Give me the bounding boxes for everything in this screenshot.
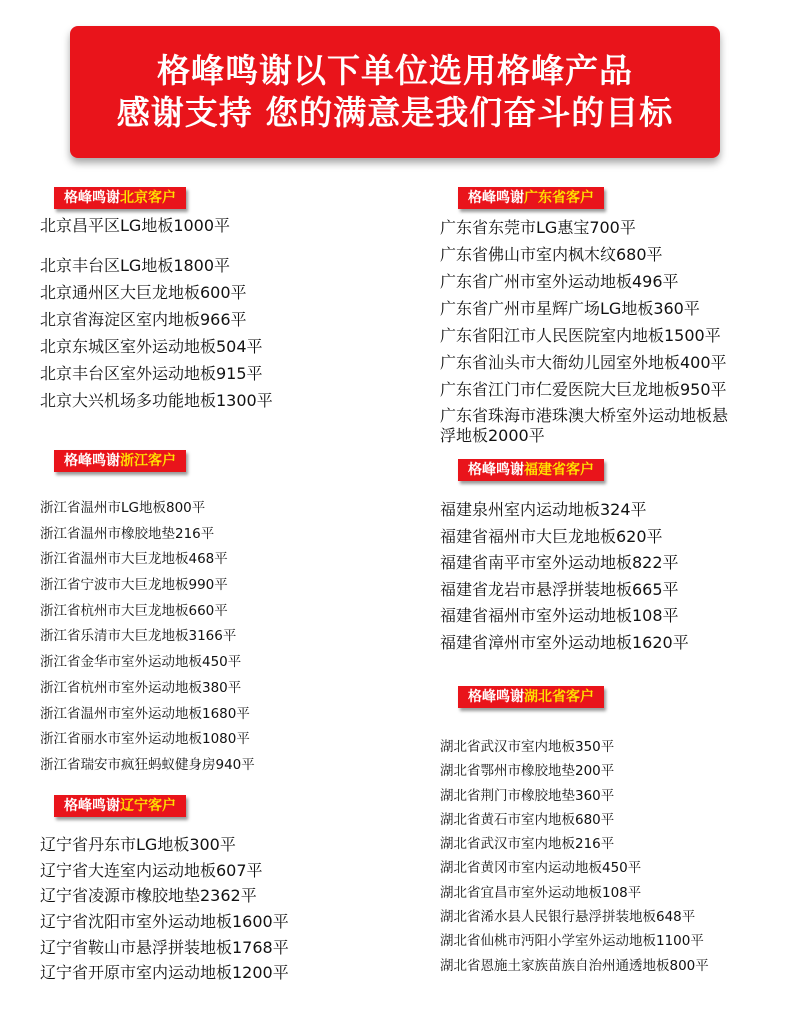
list-item: 浙江省瑞安市疯狂蚂蚁健身房940平 xyxy=(40,756,255,773)
list-item: 浙江省宁波市大巨龙地板990平 xyxy=(40,577,228,594)
list-item: 辽宁省鞍山市悬浮拼装地板1768平 xyxy=(40,937,289,957)
section-tag-fujian xyxy=(458,459,604,481)
list-item: 辽宁省沈阳市室外运动地板1600平 xyxy=(40,912,289,932)
list-item: 浙江省杭州市室外运动地板380平 xyxy=(40,679,242,696)
section-tag-beijing xyxy=(54,187,186,209)
section-tag-guangdong xyxy=(458,187,604,209)
section-tag-liaoning xyxy=(54,795,186,817)
list-item: 湖北省恩施土家族苗族自治州通透地板800平 xyxy=(440,957,709,974)
tag-region: 辽宁客户 xyxy=(120,798,176,814)
list-item: 湖北省鄂州市橡胶地垫200平 xyxy=(440,763,615,780)
list-item: 北京大兴机场多功能地板1300平 xyxy=(40,391,273,410)
list-item: 福建省福州市室外运动地板108平 xyxy=(440,606,679,625)
list-item: 广东省江门市仁爱医院大巨龙地板950平 xyxy=(440,380,727,399)
tag-prefix: 格峰鸣谢 xyxy=(64,798,120,814)
hubei-customer-list xyxy=(440,735,709,978)
list-item: 北京省海淀区室内地板966平 xyxy=(40,310,247,329)
list-item: 北京昌平区LG地板1000平 xyxy=(40,216,231,235)
header-banner xyxy=(70,26,720,158)
zhejiang-customer-list xyxy=(40,496,255,779)
list-item: 湖北省宜昌市室外运动地板108平 xyxy=(440,884,642,901)
list-item: 北京东城区室外运动地板504平 xyxy=(40,337,263,356)
list-item: 福建省漳州市室外运动地板1620平 xyxy=(440,632,689,652)
beijing-customer-list xyxy=(40,213,273,414)
list-item: 福建省龙岩市悬浮拼装地板665平 xyxy=(440,579,679,599)
tag-region: 浙江客户 xyxy=(120,453,176,469)
list-item: 湖北省荆门市橡胶地垫360平 xyxy=(440,787,615,804)
list-item: 湖北省仙桃市沔阳小学室外运动地板1100平 xyxy=(440,933,704,950)
list-item: 湖北省武汉市室内地板350平 xyxy=(440,739,615,755)
list-item: 广东省汕头市大衙幼儿园室外地板400平 xyxy=(440,353,727,372)
list-item: 广东省阳江市人民医院室内地板1500平 xyxy=(440,326,721,345)
list-item: 湖北省黄石市室内地板680平 xyxy=(440,811,615,828)
section-tag-hubei xyxy=(458,686,604,708)
list-item: 浙江省温州市LG地板800平 xyxy=(40,500,206,516)
tag-region: 湖北省客户 xyxy=(524,689,594,705)
list-item: 广东省广州市星辉广场LG地板360平 xyxy=(440,299,700,318)
list-item: 辽宁省大连室内运动地板607平 xyxy=(40,860,263,880)
list-item: 湖北省浠水县人民银行悬浮拼装地板648平 xyxy=(440,909,696,926)
tag-prefix: 格峰鸣谢 xyxy=(64,453,120,469)
list-item xyxy=(440,403,728,446)
tag-region: 北京客户 xyxy=(120,190,176,206)
list-item: 广东省东莞市LG惠宝700平 xyxy=(440,218,636,237)
list-item: 浙江省丽水市室外运动地板1080平 xyxy=(40,731,250,748)
list-item: 广东省广州市室外运动地板496平 xyxy=(440,272,679,291)
list-item: 北京通州区大巨龙地板600平 xyxy=(40,283,247,302)
list-item: 浙江省温州市橡胶地垫216平 xyxy=(40,525,215,542)
list-item-line: 浮地板2000平 xyxy=(440,426,545,445)
list-item: 辽宁省凌源市橡胶地垫2362平 xyxy=(40,886,257,906)
list-item: 广东省佛山市室内枫木纹680平 xyxy=(440,245,663,264)
guangdong-customer-list xyxy=(440,214,728,446)
tag-region: 福建省客户 xyxy=(524,462,594,478)
list-item: 北京丰台区LG地板1800平 xyxy=(40,256,231,275)
list-item: 浙江省乐清市大巨龙地板3166平 xyxy=(40,628,237,645)
list-item: 福建泉州室内运动地板324平 xyxy=(440,500,647,519)
tag-prefix: 格峰鸣谢 xyxy=(468,462,524,478)
section-tag-zhejiang xyxy=(54,450,186,472)
tag-prefix: 格峰鸣谢 xyxy=(468,190,524,206)
list-item: 浙江省温州市室外运动地板1680平 xyxy=(40,705,250,722)
list-item: 浙江省温州市大巨龙地板468平 xyxy=(40,551,228,568)
list-item: 北京丰台区室外运动地板915平 xyxy=(40,364,263,383)
list-item-line: 广东省珠海市港珠澳大桥室外运动地板悬 xyxy=(440,406,729,425)
list-item: 湖北省黄冈市室内运动地板450平 xyxy=(440,860,642,877)
list-item: 福建省福州市大巨龙地板620平 xyxy=(440,526,663,546)
fujian-customer-list xyxy=(440,497,689,656)
liaoning-customer-list xyxy=(40,832,289,986)
list-item: 浙江省杭州市大巨龙地板660平 xyxy=(40,602,228,619)
list-item: 辽宁省开原市室内运动地板1200平 xyxy=(40,963,289,983)
banner-title-line-1: 格峰鸣谢以下单位选用格峰产品 xyxy=(157,51,633,90)
list-item: 福建省南平市室外运动地板822平 xyxy=(440,553,679,572)
tag-prefix: 格峰鸣谢 xyxy=(468,689,524,705)
list-item: 辽宁省丹东市LG地板300平 xyxy=(40,835,236,854)
tag-region: 广东省客户 xyxy=(524,190,594,206)
banner-title-line-2: 感谢支持 您的满意是我们奋斗的目标 xyxy=(116,93,674,132)
list-item: 湖北省武汉市室内地板216平 xyxy=(440,836,615,853)
tag-prefix: 格峰鸣谢 xyxy=(64,190,120,206)
list-item: 浙江省金华市室外运动地板450平 xyxy=(40,654,242,671)
